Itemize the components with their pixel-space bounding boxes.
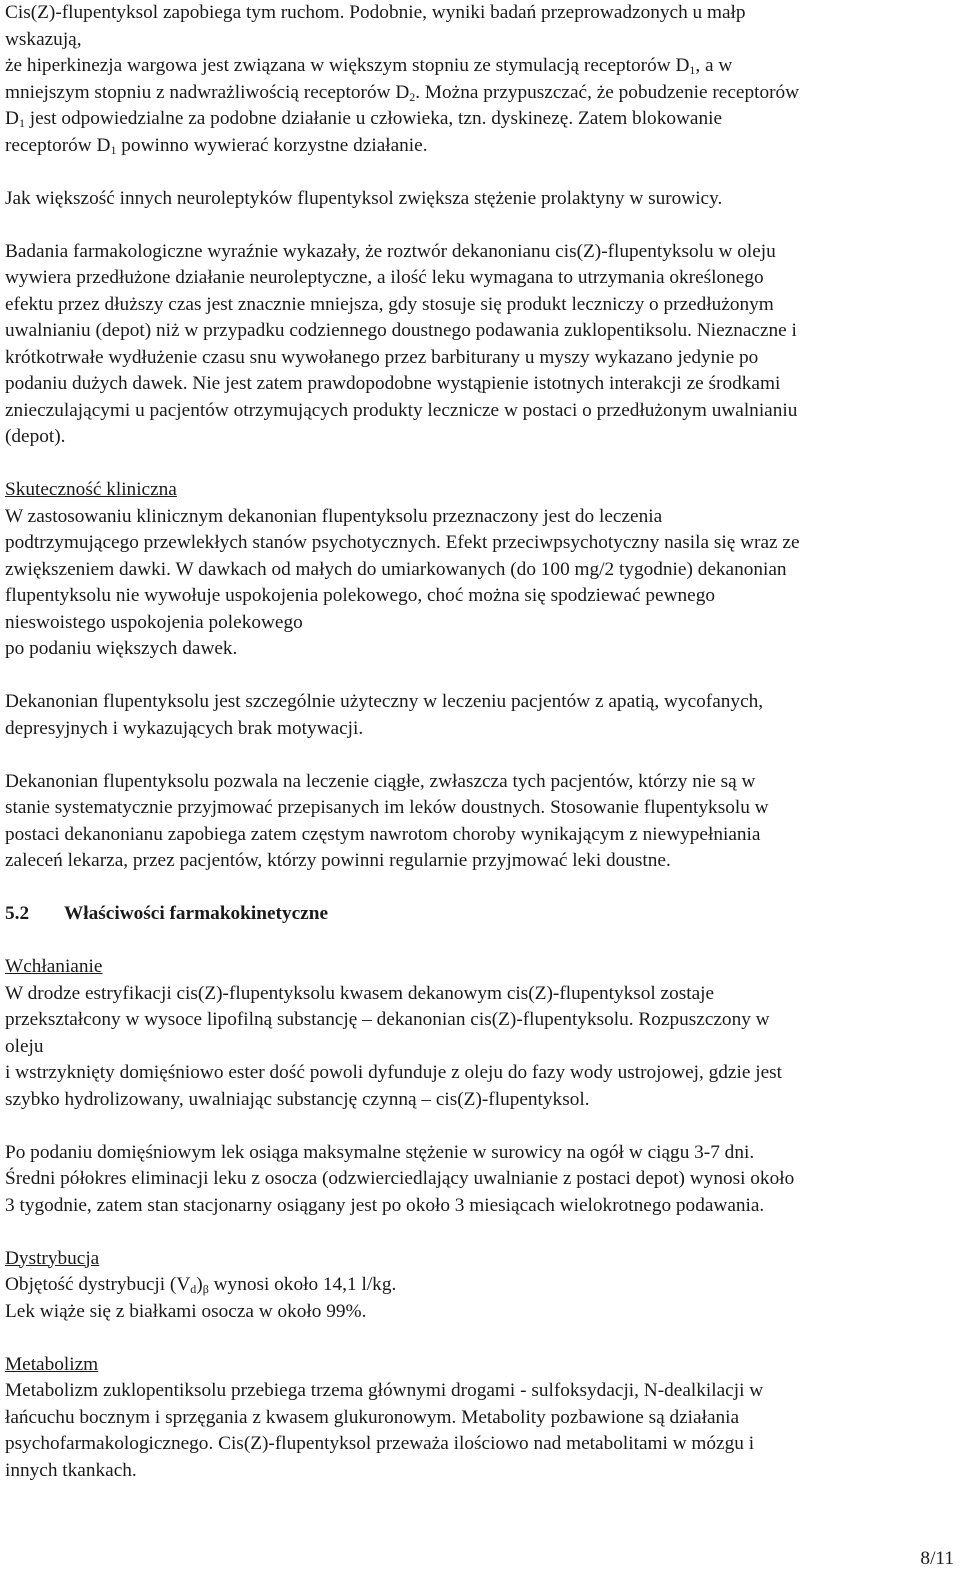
text-line: po podaniu większych dawek.: [5, 638, 238, 659]
text-run: Objętość dystrybucji (V: [5, 1274, 191, 1295]
text-line: Cis(Z)-flupentyksol zapobiega tym ruchom. Podobnie, wyniki badań przeprowadzonych u małp: [5, 2, 746, 23]
text-run: receptorów D: [5, 134, 111, 156]
text-line: Dekanonian flupentyksolu jest szczególnie użyteczny w leczeniu pacjentów z apatią, wycofanych,: [5, 691, 764, 712]
text-line: nieswoistego uspokojenia polekowego: [5, 611, 303, 633]
text-line: Badania farmakologiczne wyraźnie wykazały, że roztwór dekanonianu cis(Z)-flupentyksolu w oleju: [5, 240, 776, 262]
section-absorption: [5, 954, 957, 1113]
text-line: [5, 106, 957, 133]
text-line: zaleceń lekarza, przez pacjentów, którzy powinni regularnie przyjmować leki doustne.: [5, 850, 671, 871]
section-number: 5.2: [5, 903, 30, 924]
document-page: [5, 0, 957, 1484]
section-distribution: [5, 1246, 957, 1326]
text-line: uwalnianiu (depot) niż w przypadku codziennego doustnego podawania zuklopentiksolu. Nieznaczne i: [5, 320, 797, 341]
text-run: , a w: [695, 55, 733, 76]
subscript: 2: [409, 89, 416, 104]
subheading-distribution: Dystrybucja: [5, 1247, 100, 1269]
subheading-clinical-efficacy: Skuteczność kliniczna: [5, 479, 177, 500]
text-run: D: [5, 108, 19, 129]
subscript: 1: [18, 116, 25, 130]
text-line: zwiększeniem dawki. W dawkach od małych do umiarkowanych (do 100 mg/2 tygodnie) dekanonian: [5, 558, 787, 580]
text-line: Dekanonian flupentyksolu pozwala na leczenie ciągłe, zwłaszcza tych pacjentów, którzy nie są w: [5, 770, 756, 792]
section-heading-5-2: [5, 901, 957, 928]
text-line: szybko hydrolizowany, uwalniając substancję czynną – cis(Z)-flupentyksol.: [5, 1088, 590, 1110]
text-line: i wstrzyknięty domięśniowo ester dość powoli dyfunduje z oleju do fazy wody ustrojowej, gdzie jest: [5, 1062, 782, 1083]
text-line: oleju: [5, 1035, 44, 1057]
paragraph-receptors: [5, 0, 957, 159]
text-line: podaniu dużych dawek. Nie jest zatem prawdopodobne wystąpienie istotnych interakcji ze środkami: [5, 373, 781, 394]
text-line: efektu przez dłuższy czas jest znacznie mniejsza, gdy stosuje się produkt leczniczy o przedłużonym: [5, 293, 774, 315]
section-metabolism: [5, 1352, 957, 1485]
subscript: β: [202, 1282, 209, 1296]
text-run: ): [196, 1274, 203, 1295]
subscript: 1: [110, 142, 117, 157]
text-line: [5, 1272, 957, 1299]
text-line: przekształcony w wysoce lipofilną substancję – dekanonian cis(Z)-flupentyksolu. Rozpuszczony w: [5, 1009, 770, 1030]
subscript: 1: [689, 63, 696, 77]
text-run: powinno wywierać korzystne działanie.: [116, 134, 428, 156]
paragraph-pharmacology: [5, 239, 957, 451]
text-line: W zastosowaniu klinicznym dekanonian flupentyksolu przeznaczony jest do leczenia: [5, 505, 663, 527]
text-run: . Można przypuszczać, że pobudzenie receptorów: [415, 81, 800, 103]
text-run: mniejszym stopniu z nadwrażliwością receptorów D: [5, 81, 410, 103]
text-run: wynosi około 14,1 l/kg.: [208, 1274, 397, 1295]
paragraph-serum-concentration: [5, 1140, 957, 1220]
text-line: [5, 80, 957, 107]
text-line: wywiera przedłużone działanie neuroleptyczne, a ilość leku wymagana to utrzymania określonego: [5, 267, 764, 288]
section-clinical-efficacy: [5, 477, 957, 663]
text-line: stanie systematycznie przyjmować przepisanych im leków doustnych. Stosowanie flupentyksolu w: [5, 797, 769, 818]
paragraph-apathy: [5, 689, 957, 742]
text-line: Metabolizm zuklopentiksolu przebiega trzema głównymi drogami - sulfoksydacji, N-dealkilacji w: [5, 1380, 764, 1401]
text-line: [5, 53, 957, 80]
text-line: (depot).: [5, 426, 66, 447]
text-line: Lek wiąże się z białkami osocza w około 99%.: [5, 1300, 367, 1322]
text-line: 3 tygodnie, zatem stan stacjonarny osiągany jest po około 3 miesiącach wielokrotnego podawania.: [5, 1194, 765, 1216]
text-line: wskazują,: [5, 28, 82, 50]
section-title: Właściwości farmakokinetyczne: [64, 903, 329, 924]
text-line: Średni półokres eliminacji leku z osocza (odzwierciedlający uwalnianie z postaci depot) wynosi około: [5, 1168, 795, 1189]
text-line: podtrzymującego przewlekłych stanów psychotycznych. Efekt przeciwpsychotyczny nasila się wraz ze: [5, 532, 800, 553]
text-line: depresyjnych i wykazujących brak motywacji.: [5, 717, 364, 739]
paragraph-prolactin: [5, 186, 957, 213]
text-line: [5, 133, 957, 160]
text-line: łańcuchu bocznym i sprzęgania z kwasem glukuronowym. Metabolity pozbawione są działania: [5, 1406, 740, 1428]
subheading-metabolism: Metabolizm: [5, 1353, 99, 1375]
text-run: że hiperkinezja wargowa jest związana w większym stopniu ze stymulacją receptorów D: [5, 55, 690, 76]
page-number: 8/11: [920, 1548, 954, 1569]
text-line: W drodze estryfikacji cis(Z)-flupentyksolu kwasem dekanowym cis(Z)-flupentyksol zostaje: [5, 982, 715, 1004]
text-line: postaci dekanonianu zapobiega zatem częstym nawrotom choroby wynikającym z niewypełniania: [5, 823, 761, 845]
paragraph-continuous-treatment: [5, 769, 957, 875]
text-line: znieczulającymi u pacjentów otrzymujących produkty lecznicze w postaci o przedłużonym uwalnianiu: [5, 399, 798, 421]
text-line: Jak większość innych neuroleptyków flupentyksol zwiększa stężenie prolaktyny w surowicy.: [5, 187, 723, 209]
text-line: Po podaniu domięśniowym lek osiąga maksymalne stężenie w surowicy na ogół w ciągu 3-7 dni.: [5, 1141, 755, 1163]
text-line: innych tkankach.: [5, 1459, 137, 1481]
subheading-absorption: Wchłanianie: [5, 956, 103, 977]
text-run: jest odpowiedzialne za podobne działanie u człowieka, tzn. dyskinezę. Zatem blokowanie: [24, 108, 723, 129]
text-line: krótkotrwałe wydłużenie czasu snu wywołanego przez barbiturany u myszy wykazano jedynie po: [5, 346, 759, 368]
subscript: d: [190, 1282, 197, 1296]
text-line: flupentyksolu nie wywołuje uspokojenia polekowego, choć można się spodziewać pewnego: [5, 585, 716, 606]
text-line: psychofarmakologicznego. Cis(Z)-flupentyksol przeważa ilościowo nad metabolitami w mózgu i: [5, 1433, 755, 1454]
